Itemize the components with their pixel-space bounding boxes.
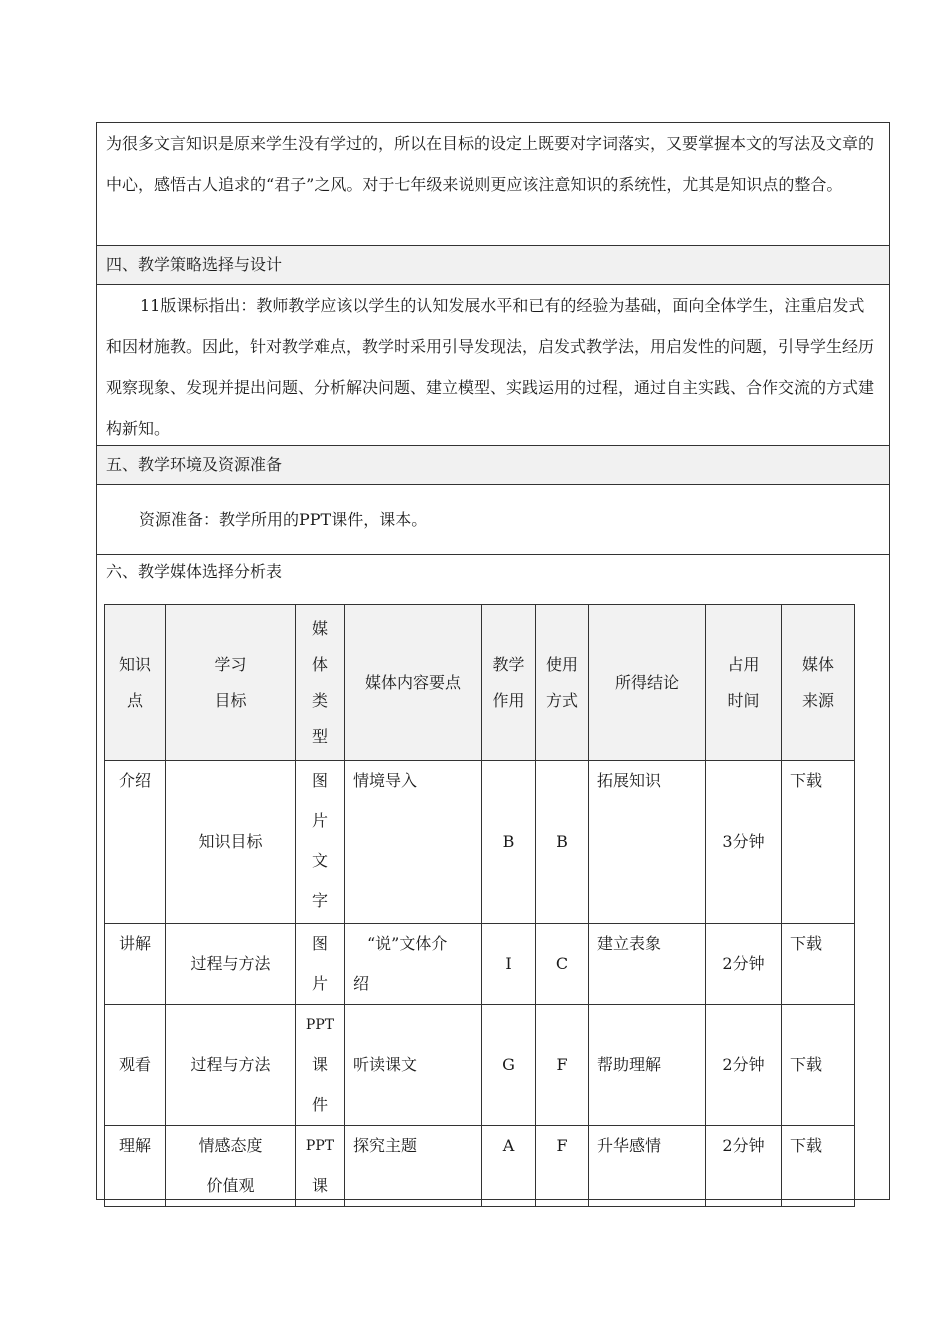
lesson-plan-table: [96, 122, 890, 1200]
cell-time: 3分钟: [706, 761, 782, 924]
cell-source: 下载: [782, 761, 855, 924]
cell-content: “说”文体介 绍: [345, 924, 482, 1005]
cell-goal: 过程与方法: [166, 1005, 296, 1126]
cell-source: 下载: [782, 924, 855, 1005]
cell-source: 下载: [782, 1126, 855, 1207]
cell-goal: 知识目标: [166, 761, 296, 924]
header-usage: 使用 方式: [536, 605, 589, 761]
cell-point: 介绍: [105, 761, 166, 924]
section5-body: 资源准备：教学所用的PPT课件，课本。: [97, 485, 889, 555]
cell-media-type: PPT 课: [296, 1126, 345, 1207]
cell-point: 观看: [105, 1005, 166, 1126]
cell-point: 讲解: [105, 924, 166, 1005]
cell-goal: 情感态度 价值观: [166, 1126, 296, 1207]
header-goal: 学习 目标: [166, 605, 296, 761]
table-row: [105, 761, 855, 924]
cell-conclusion: 拓展知识: [589, 761, 706, 924]
media-analysis-table: [104, 604, 855, 1207]
cell-conclusion: 建立表象: [589, 924, 706, 1005]
cell-usage: F: [536, 1126, 589, 1207]
section6-heading: 六、教学媒体选择分析表: [106, 562, 283, 581]
cell-conclusion: 帮助理解: [589, 1005, 706, 1126]
section4-body: 11版课标指出：教师教学应该以学生的认知发展水平和已有的经验为基础，面向全体学生，注重启发式和因材施教。因此，针对教学难点，教学时采用引导发现法，启发式教学法，用启发性的问题，引导学生经历观察现象、发现并提出问题、分析解决问题、建立模型、实践运用的过程，通过自主实践、合作交流的方式建构新知。: [97, 285, 889, 446]
table-row: [105, 1005, 855, 1126]
table-row: [105, 924, 855, 1005]
header-media-type: 媒 体 类 型: [296, 605, 345, 761]
cell-time: 2分钟: [706, 924, 782, 1005]
intro-paragraph: 为很多文言知识是原来学生没有学过的，所以在目标的设定上既要对字词落实，又要掌握本文的写法及文章的中心，感悟古人追求的“君子”之风。对于七年级来说则更应该注意知识的系统性，尤其是知识点的整合。: [97, 123, 889, 246]
cell-media-type: 图 片: [296, 924, 345, 1005]
cell-media-type: 图 片 文 字: [296, 761, 345, 924]
cell-time: 2分钟: [706, 1005, 782, 1126]
cell-content: 情境导入: [345, 761, 482, 924]
cell-role: B: [482, 761, 536, 924]
header-conclusion: 所得结论: [589, 605, 706, 761]
cell-point: 理解: [105, 1126, 166, 1207]
section4-heading: 四、教学策略选择与设计: [97, 246, 889, 285]
section6: [97, 555, 889, 1199]
cell-usage: B: [536, 761, 589, 924]
cell-conclusion: 升华感情: [589, 1126, 706, 1207]
header-content: 媒体内容要点: [345, 605, 482, 761]
cell-role: A: [482, 1126, 536, 1207]
cell-usage: C: [536, 924, 589, 1005]
header-time: 占用 时间: [706, 605, 782, 761]
header-row: [105, 605, 855, 761]
cell-content: 探究主题: [345, 1126, 482, 1207]
cell-role: G: [482, 1005, 536, 1126]
cell-goal: 过程与方法: [166, 924, 296, 1005]
cell-media-type: PPT 课 件: [296, 1005, 345, 1126]
section5-heading: 五、教学环境及资源准备: [97, 446, 889, 485]
header-source: 媒体 来源: [782, 605, 855, 761]
header-point: 知识 点: [105, 605, 166, 761]
cell-time: 2分钟: [706, 1126, 782, 1207]
table-row: [105, 1126, 855, 1207]
cell-usage: F: [536, 1005, 589, 1126]
cell-source: 下载: [782, 1005, 855, 1126]
header-role: 教学 作用: [482, 605, 536, 761]
cell-content: 听读课文: [345, 1005, 482, 1126]
cell-role: I: [482, 924, 536, 1005]
